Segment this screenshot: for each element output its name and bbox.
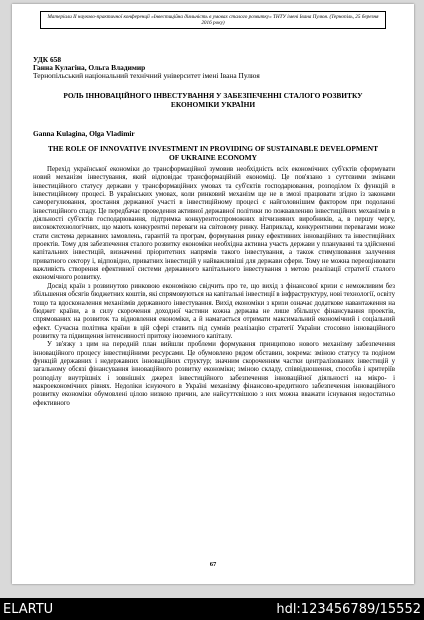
- conference-header: Матеріали ІІ науково-практичної конференції «Інвестиційна діяльність в умовах сталого розвитку» ТНТУ імені Івана Пулюя. (Тернопіль, 25 березня 2016 року): [40, 11, 386, 29]
- authors-en: Ganna Kulagina, Olga Vladimir: [33, 129, 135, 138]
- paragraph: Досвід країн з розвинутою ринковою економікою свідчить про те, що вихід з фінансової кризи є неможливим без збільшення обсягів бюджетних коштів, які спрямовуються на капітальні інвестиції в інфраструктуру, нові технології, освіту тощо та вдосконалення механізмів державного інвестування. Вихід економіки з кризи означає додаткове навантаження на бюджет країни, а в силу скорочення доходної частини кожна держава не лише збільшує фінансування проектів, спрямованих на розвиток та відновлення економіки, а й намагається отримати максимальний економічний і соціальний ефект. Сучасна політика країни в цій сфері ставить під сумнів реалізацію стратегії України стосовно інноваційного розвитку та підвищення інтенсивності притоку іноземного капіталу.: [33, 282, 395, 340]
- repository-label: ELARTU: [3, 601, 54, 617]
- title-ua: РОЛЬ ІННОВАЦІЙНОГО ІНВЕСТУВАННЯ У ЗАБЕЗПЕЧЕННІ СТАЛОГО РОЗВИТКУ ЕКОНОМІКИ УКРАЇНИ: [63, 91, 363, 109]
- title-en: THE ROLE OF INNOVATIVE INVESTMENT IN PROVIDING OF SUSTAINABLE DEVELOPMENT OF UKRAINE ECONOMY: [47, 144, 379, 162]
- page-number: 67: [209, 561, 217, 568]
- paragraph: У зв'язку з цим на передній план вийшли проблеми формування принципово нового механізму забезпечення інноваційного процесу інвестиційними ресурсами. Це обумовлено рядом обставин, зокрема: зміною статусу та подіном функцій державних і недержавних інноваційних структур; значним скороченням частки централізованих інвестицій у загальному обсязі фінансування інноваційного розвитку економіки; зміною складу, співвідношення, способів і критеріїв розподілу внутрішніх і зовнішніх джерел інвестиційного забезпечення інноваційної діяльності на мікро- і макроекономічних рівнях. Недоліки існуючого в Україні механізму фінансово-кредитного забезпечення інноваційного розвитку економіки обумовлені цілою низкою причин, але найсуттєвішою з них можна вважати існування недостатньо ефективного: [33, 341, 395, 407]
- handle-link[interactable]: hdl:123456789/15552: [276, 601, 421, 617]
- udk-code: УДК 658: [33, 55, 62, 64]
- body-text: [33, 166, 395, 408]
- affiliation: Тернопільський національний технічний університет імені Івана Пулюя: [33, 71, 260, 80]
- authors-ua: Ганна Кулагіна, Ольга Владимир: [33, 63, 146, 72]
- status-bar: [0, 598, 424, 620]
- document-page: [12, 4, 414, 584]
- paragraph: Перехід української економіки до трансформаційної зумовив необхідність всіх економічних суб'єктів сформувати новий механізм інвестування, який відповідає трансформаційній економіці. Це пов'язано з суттєвими змінами інвестиційного статусу держави у трансформаційних умовах та суб'єктів господарювання, розподілом їх функцій в інвестиційному процесі. В українських умовах, коли ринковий механізм ще не в змозі працювати згідно із законами саморегулювання, зростання державної участі в інвестиційному процесі є найголовнішим фактором при подоланні інвестиційного спаду. Це передбачає проведення активної державної політики по пожвавленню інвестиційних механізмів в діяльності суб'єктів господарювання, підтримка конкурентоспроможних вітчизняних виробників, а, в першу чергу, висококтехнологічних, що мають конкурентні переваги на світовому ринку. Наприклад, конкурентними перевагами може стати система державних замовлень, гарантій та програм, формування ринку ефективних інноваційних та інвестиційних проектів. Тому для забезпечення сталого розвитку економіки необхідна активна участь держави у плануванні та здійсненні капітальних інвестицій, визначенні пріоритетних напрямів такого інвестування, а також стимулювання залучення приватного сектору і, відповідно, приватних інвестицій у найважливіші для держави сфери. Тому не можна переоцінювати важливість створення ефективної системи державного капітального інвестування з метою реалізації стратегії сталого економічного розвитку.: [33, 166, 395, 282]
